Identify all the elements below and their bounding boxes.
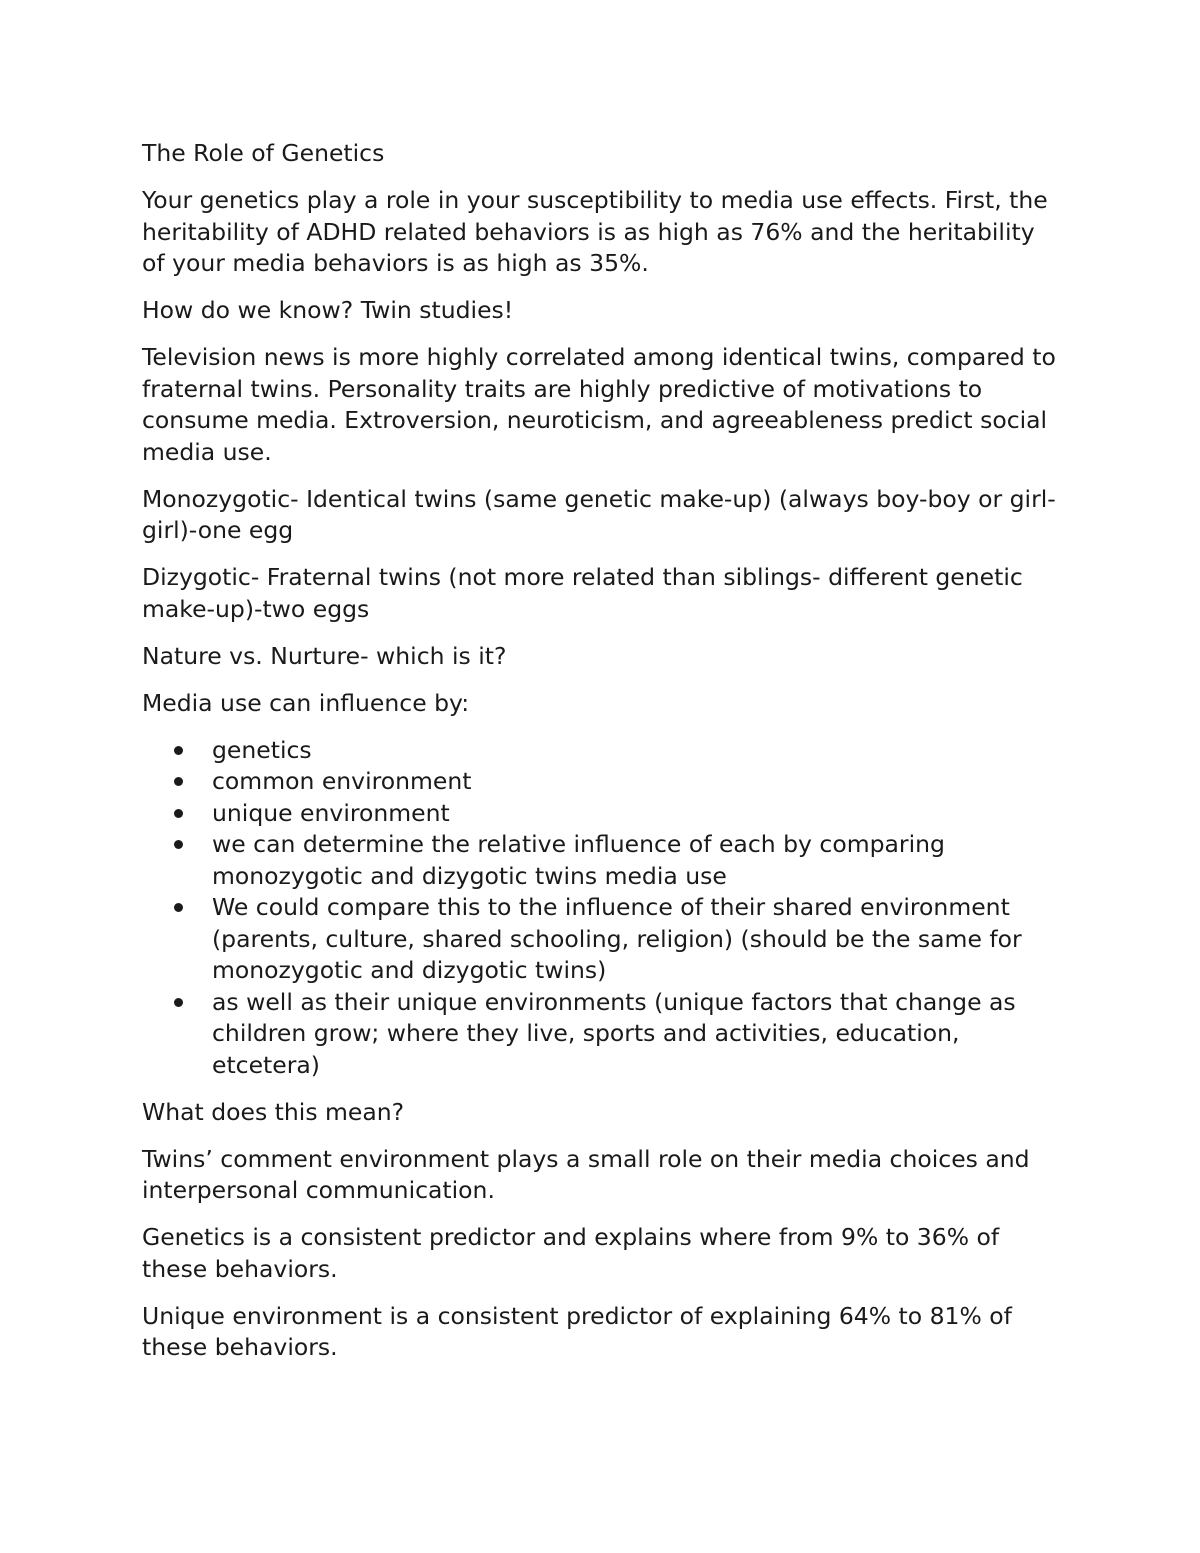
list-item (142, 892, 1062, 987)
list-item-text: as well as their unique environments (unique factors that change as children grow; where they live, sports and activities, education, etcetera) (212, 987, 1016, 1079)
list-item (142, 735, 1062, 767)
document-page (142, 138, 1062, 1379)
list-item-text: genetics (212, 735, 312, 764)
paragraph-twin-studies: How do we know? Twin studies! (142, 296, 514, 324)
bullet-dot-icon (174, 840, 183, 849)
paragraph-unique-environment: Unique environment is a consistent predictor of explaining 64% to 81% of these behaviors. (142, 1301, 1012, 1361)
bullet-dot-icon (174, 746, 183, 755)
document-title: The Role of Genetics (142, 139, 385, 167)
paragraph-genetics-predictor: Genetics is a consistent predictor and explains where from 9% to 36% of these behaviors. (142, 1223, 1000, 1283)
list-item (142, 987, 1062, 1082)
paragraph-dizygotic: Dizygotic- Fraternal twins (not more related than siblings- different genetic make-up)-two eggs (142, 563, 1023, 623)
paragraph-media-use-intro: Media use can influence by: (142, 688, 470, 717)
list-item (142, 798, 1062, 830)
bullet-dot-icon (174, 809, 183, 818)
bullet-dot-icon (174, 777, 183, 786)
list-item-text: common environment (212, 767, 472, 795)
list-item-text: We could compare this to the influence of their shared environment (parents, culture, shared schooling, religion) (should be the same for monozygotic and dizygotic twins) (212, 893, 1022, 984)
paragraph-television-news: Television news is more highly correlated among identical twins, compared to fraternal twins. Personality traits are highly predictive of motivations to consume media. Extroversion, neuroticism, and agreeableness predict social media use. (142, 343, 1056, 466)
list-item (142, 766, 1062, 798)
list-item (142, 829, 1062, 892)
paragraph-heritability: Your genetics play a role in your susceptibility to media use effects. First, the heritability of ADHD related behaviors is as high as 76% and the heritability of your media behaviors is as high as 35%. (142, 186, 1048, 277)
bullet-dot-icon (174, 998, 183, 1007)
paragraph-what-does-this-mean: What does this mean? (142, 1097, 405, 1126)
paragraph-common-environment: Twins’ comment environment plays a small role on their media choices and interpersonal communication. (142, 1144, 1030, 1204)
list-item-text: unique environment (212, 798, 450, 827)
list-item-text: we can determine the relative influence of each by comparing monozygotic and dizygotic twins media use (212, 830, 945, 890)
bullet-list (142, 735, 1062, 1082)
bullet-dot-icon (174, 903, 183, 912)
paragraph-nature-nurture: Nature vs. Nurture- which is it? (142, 641, 507, 670)
paragraph-monozygotic: Monozygotic- Identical twins (same genetic make-up) (always boy-boy or girl-girl)-one egg (142, 484, 1056, 544)
